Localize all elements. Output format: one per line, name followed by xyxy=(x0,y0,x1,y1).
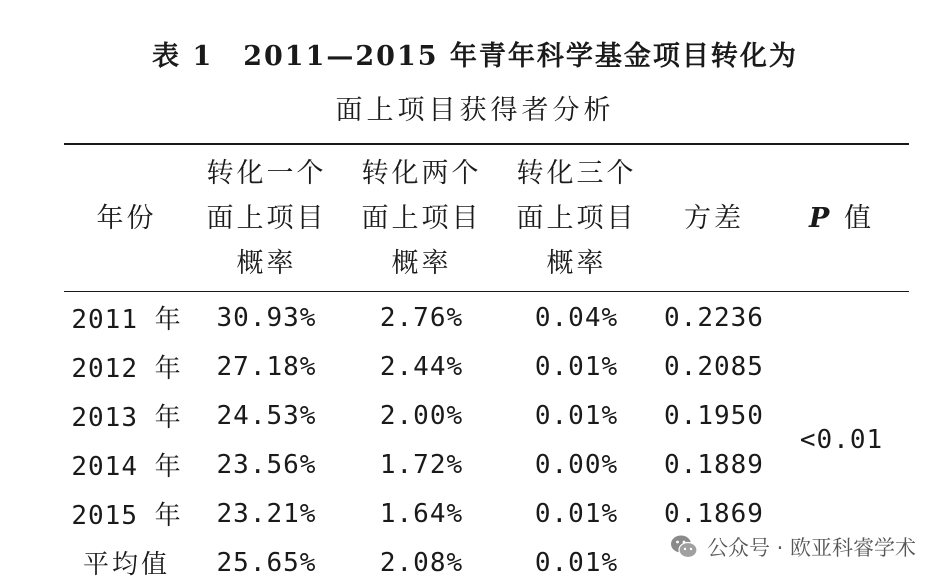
cell-variance: 0.1869 xyxy=(664,498,764,529)
table-title: 2011—2015 年青年科学基金项目转化为 xyxy=(243,41,798,72)
data-table xyxy=(64,145,909,587)
cell-prob-two: 2.44% xyxy=(379,351,464,382)
header-variance: 方差 xyxy=(684,202,744,234)
cell-prob-two: 2.00% xyxy=(379,400,464,431)
cell-prob-one: 25.65% xyxy=(216,547,317,578)
wechat-icon xyxy=(669,532,699,562)
cell-prob-two: 1.72% xyxy=(379,449,464,480)
header-row xyxy=(64,145,909,291)
cell-prob-three: 0.01% xyxy=(534,351,619,382)
cell-year: 2012 年 xyxy=(71,354,182,384)
header-year: 年份 xyxy=(96,202,157,234)
cell-p-value: <0.01 xyxy=(799,425,884,455)
cell-year: 2014 年 xyxy=(71,452,182,482)
header-prob-three: 转化三个 面上项目 概率 xyxy=(516,157,637,279)
cell-variance: 0.1889 xyxy=(664,449,764,480)
cell-variance: 0.2085 xyxy=(664,351,764,382)
table-caption-line2: 面上项目获得者分析 xyxy=(335,95,615,126)
cell-year: 2013 年 xyxy=(71,403,182,433)
watermark xyxy=(663,528,922,566)
watermark-text: 公众号 · 欧亚科睿学术 xyxy=(706,536,916,560)
cell-prob-one: 27.18% xyxy=(216,351,317,382)
cell-prob-two: 1.64% xyxy=(379,498,464,529)
cell-prob-one: 23.56% xyxy=(216,449,317,480)
cell-prob-three: 0.00% xyxy=(534,449,619,480)
cell-prob-one: 30.93% xyxy=(216,302,317,333)
cell-year: 平均值 xyxy=(82,550,170,580)
cell-prob-three: 0.01% xyxy=(534,400,619,431)
cell-variance: 0.1950 xyxy=(664,400,764,431)
cell-prob-three: 0.01% xyxy=(534,547,619,578)
table-row xyxy=(64,291,909,342)
header-prob-two: 转化两个 面上项目 概率 xyxy=(361,157,482,279)
cell-prob-two: 2.76% xyxy=(379,302,464,333)
header-prob-one: 转化一个 面上项目 概率 xyxy=(206,157,327,279)
cell-prob-two: 2.08% xyxy=(379,547,464,578)
table-number: 表 1 xyxy=(152,41,214,72)
cell-prob-one: 23.21% xyxy=(216,498,317,529)
cell-prob-one: 24.53% xyxy=(216,400,317,431)
cell-year: 2015 年 xyxy=(71,501,182,531)
cell-prob-three: 0.01% xyxy=(534,498,619,529)
header-p-value: P 值 xyxy=(809,202,874,234)
table-caption-line1 xyxy=(0,34,950,73)
cell-variance: 0.2236 xyxy=(664,302,764,333)
cell-prob-three: 0.04% xyxy=(534,302,619,333)
cell-year: 2011 年 xyxy=(71,305,182,335)
